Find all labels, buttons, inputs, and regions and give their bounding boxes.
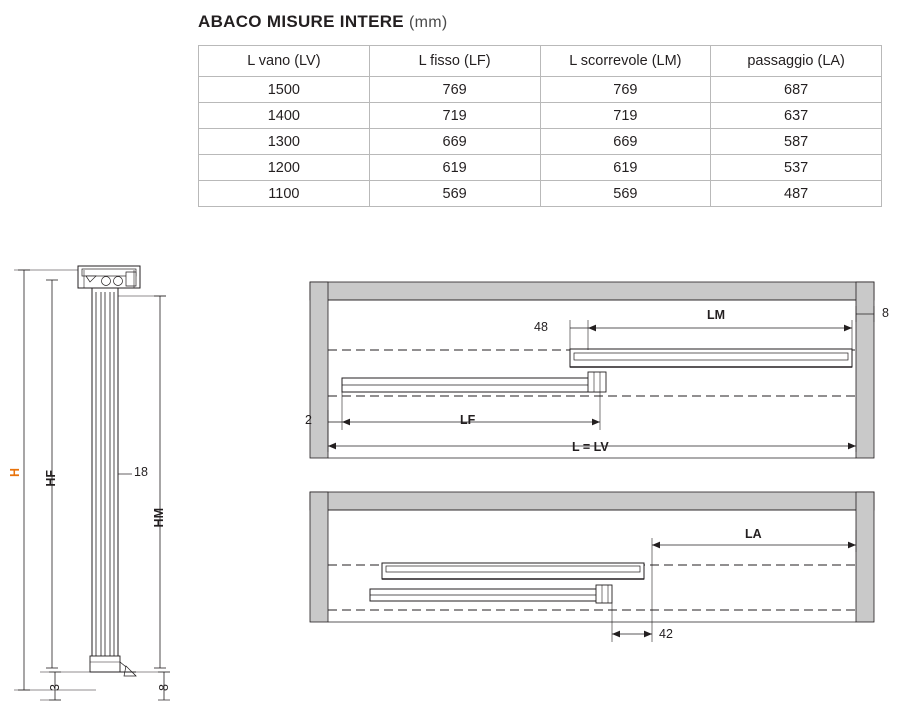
cell-lm: 669 — [540, 129, 711, 155]
dim-label-3: 3 — [48, 684, 62, 691]
cell-lv: 1300 — [199, 129, 370, 155]
cell-lf: 769 — [369, 77, 540, 103]
cell-lf: 619 — [369, 155, 540, 181]
cell-la: 587 — [711, 129, 882, 155]
dim-label-hf: HF — [44, 470, 58, 487]
cell-lf: 569 — [369, 181, 540, 207]
page-title-unit: (mm) — [408, 14, 448, 31]
cell-lm: 719 — [540, 103, 711, 129]
cell-lv: 1500 — [199, 77, 370, 103]
dim-label-2: 2 — [305, 413, 312, 427]
cell-la: 687 — [711, 77, 882, 103]
dim-label-hm: HM — [152, 508, 166, 528]
column-header-la: passaggio (LA) — [711, 46, 882, 77]
cell-la: 487 — [711, 181, 882, 207]
dim-label-18: 18 — [134, 465, 148, 479]
dim-label-lm: LM — [707, 308, 726, 322]
dim-label-8-right: 8 — [882, 306, 889, 320]
cell-lv: 1200 — [199, 155, 370, 181]
dim-label-48: 48 — [534, 320, 548, 334]
dim-label-8: 8 — [157, 684, 171, 691]
dim-label-lf: LF — [460, 413, 476, 427]
dim-label-42: 42 — [659, 627, 673, 641]
column-header-lv: L vano (LV) — [199, 46, 370, 77]
dim-label-la: LA — [745, 527, 762, 541]
cell-lm: 569 — [540, 181, 711, 207]
cell-lv: 1100 — [199, 181, 370, 207]
dim-label-h: H — [8, 468, 22, 478]
cell-la: 637 — [711, 103, 882, 129]
cell-la: 537 — [711, 155, 882, 181]
column-header-lm: L scorrevole (LM) — [540, 46, 711, 77]
cell-lf: 669 — [369, 129, 540, 155]
cell-lf: 719 — [369, 103, 540, 129]
cell-lm: 769 — [540, 77, 711, 103]
column-header-lf: L fisso (LF) — [369, 46, 540, 77]
cell-lm: 619 — [540, 155, 711, 181]
dim-label-total: L = LV — [572, 440, 609, 454]
page-title-main: ABACO MISURE INTERE — [198, 12, 404, 31]
cell-lv: 1400 — [199, 103, 370, 129]
